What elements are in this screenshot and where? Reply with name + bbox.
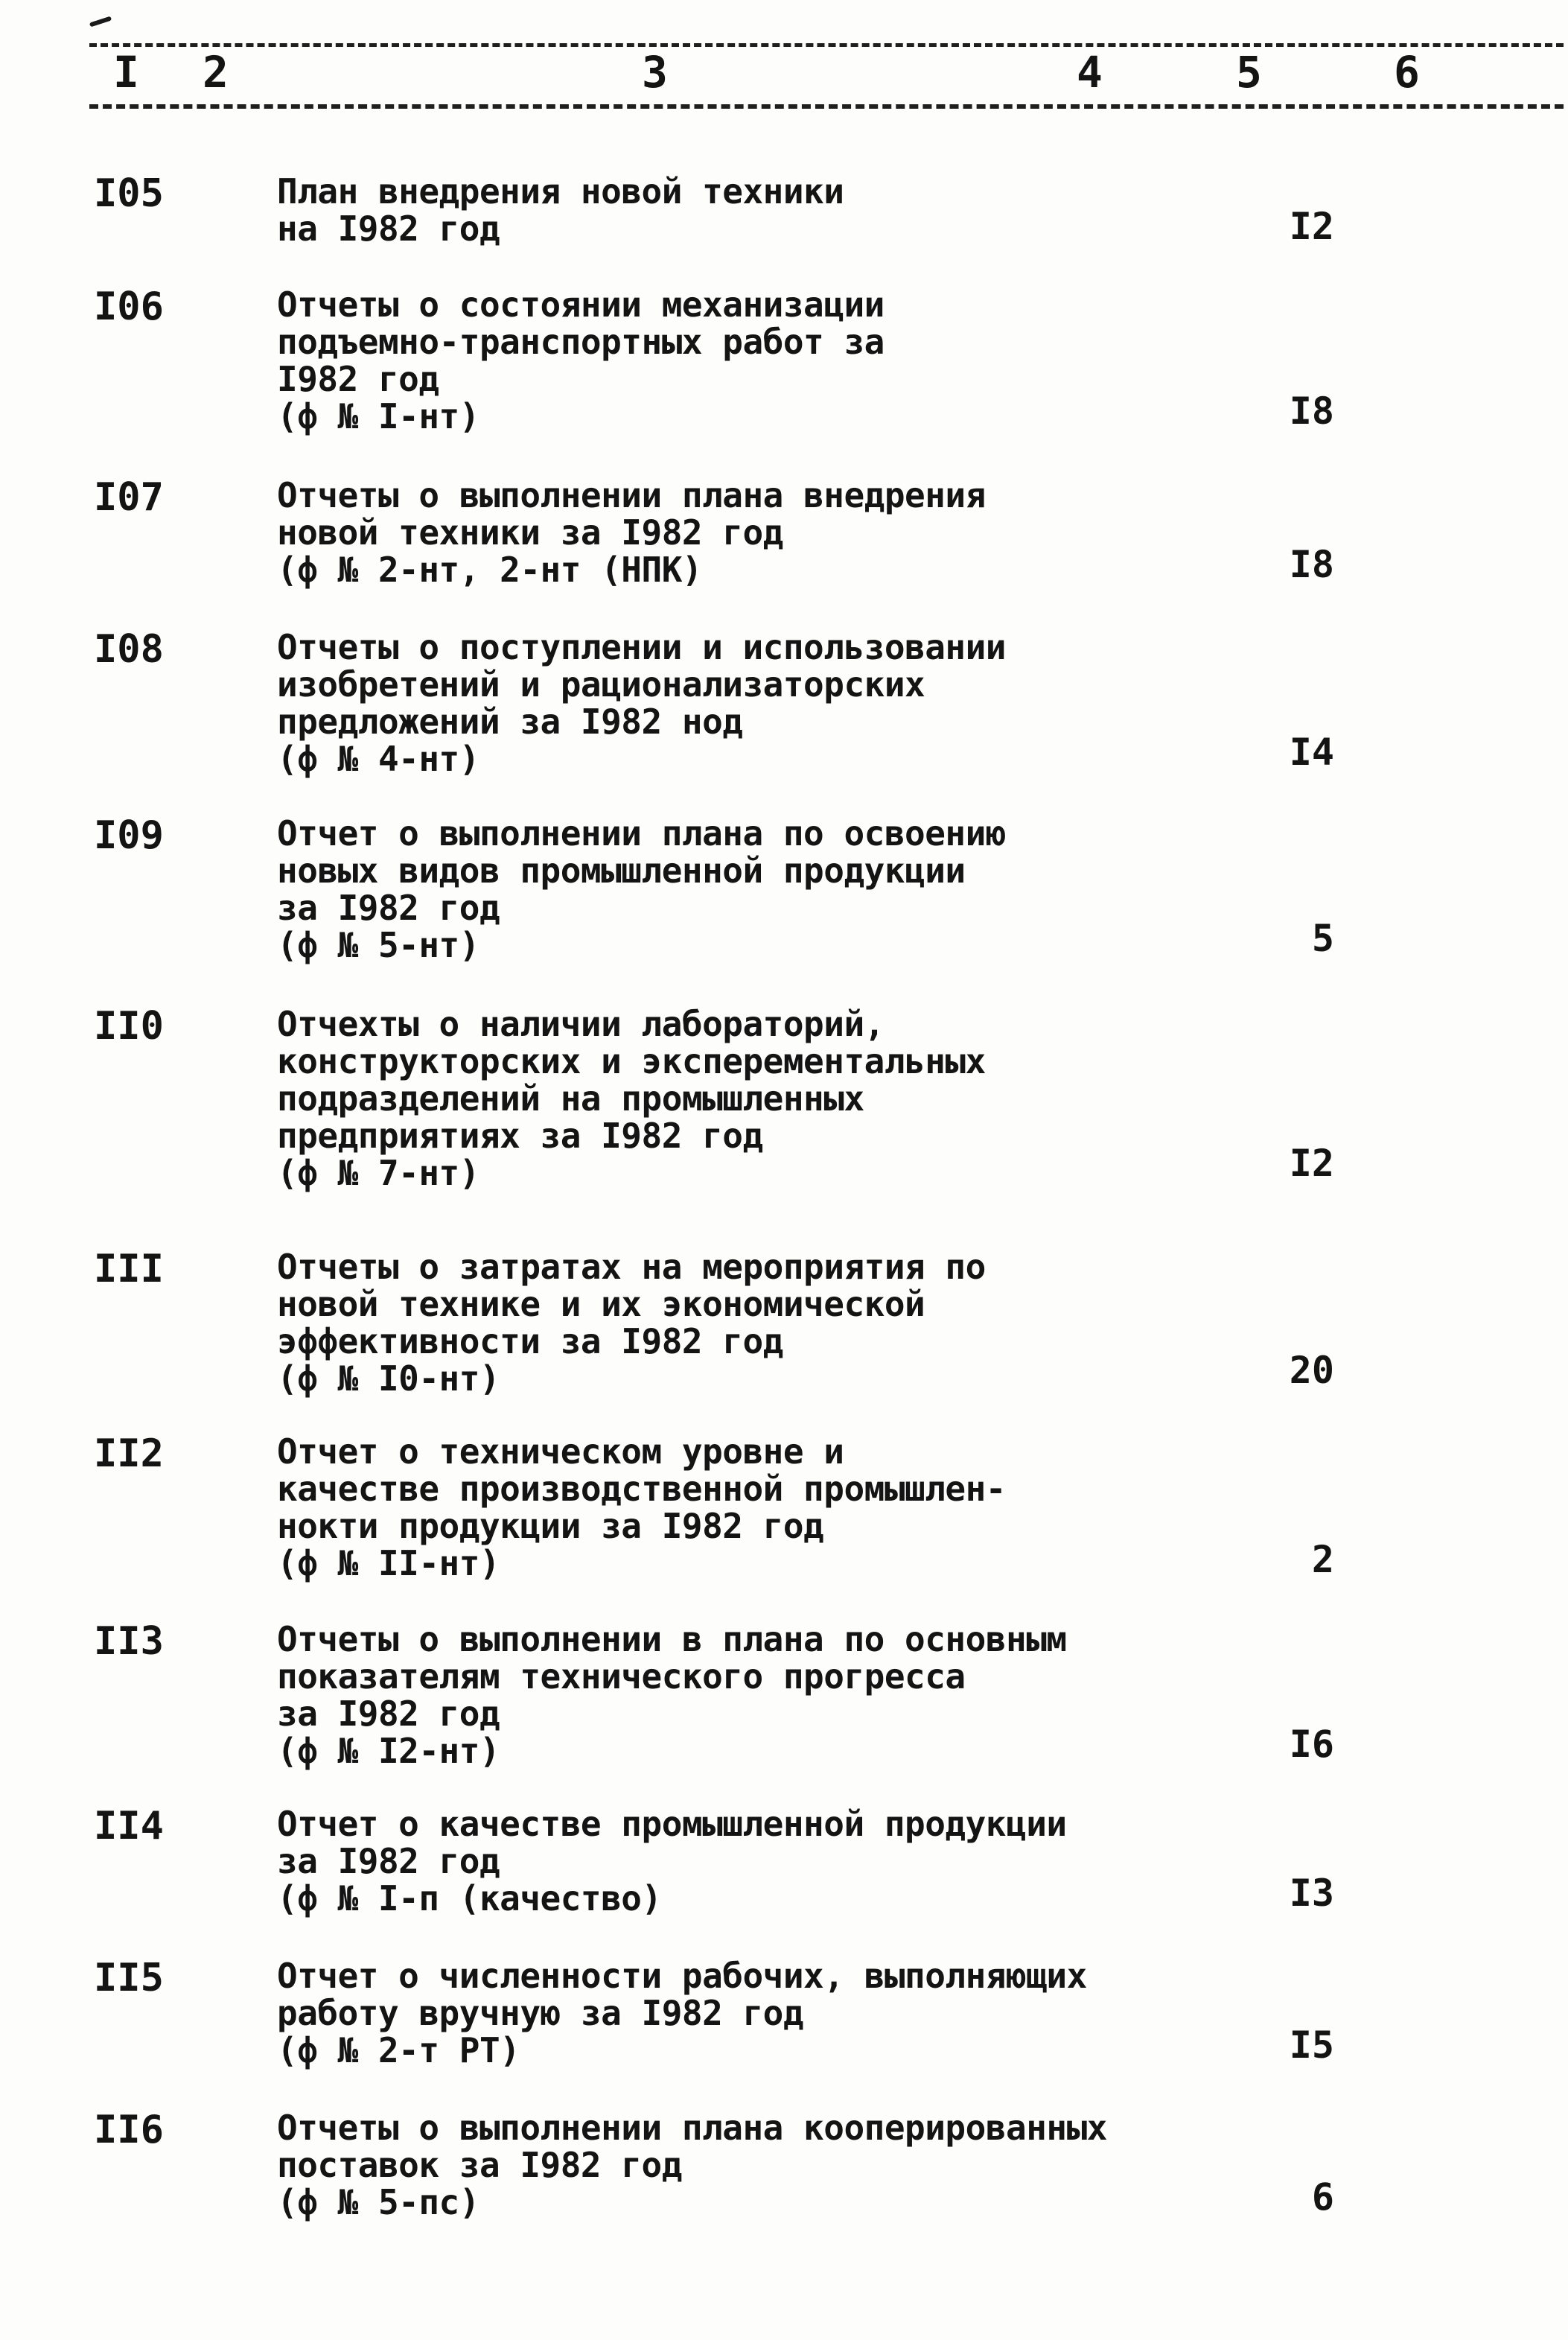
entry-count: 20 bbox=[1289, 1349, 1334, 1392]
entry-title: План внедрения новой техники на I982 год bbox=[277, 171, 844, 249]
entry-count: I8 bbox=[1289, 390, 1334, 433]
column-header-2: 2 bbox=[203, 47, 229, 98]
entry-number: III bbox=[94, 1247, 164, 1291]
header-dashed-rule bbox=[89, 104, 1564, 109]
entry-title: Отчет о численности рабочих, выполняющих работу вручную за I982 год (ф № 2-т РТ) bbox=[277, 1956, 1087, 2070]
entry-number: I07 bbox=[94, 475, 164, 520]
entry-title: Отчеты о состоянии механизации подъемно-транспортных работ за I982 год (ф № I-нт) bbox=[277, 284, 885, 436]
entry-count: I3 bbox=[1289, 1872, 1334, 1915]
entry-number: I09 bbox=[94, 813, 164, 858]
entry-count: 2 bbox=[1311, 1538, 1334, 1581]
entry-count: I8 bbox=[1289, 543, 1334, 586]
entry-title: Отчет о качестве промышленной продукции за I982 год (ф № I-п (качество) bbox=[277, 1804, 1067, 1918]
entry-number: I05 bbox=[94, 171, 164, 216]
entry-title: Отчеты о затратах на мероприятия по новой технике и их экономической эффективности за I982 год (ф № I0-нт) bbox=[277, 1247, 986, 1399]
entry-title: Отчеты о поступлении и использовании изобретений и рационализаторских предложений за I982 нод (ф № 4-нт) bbox=[277, 627, 1006, 779]
entry-title: Отчеты о выполнении плана кооперированных поставок за I982 год (ф № 5-пс) bbox=[277, 2108, 1107, 2222]
entry-number: II4 bbox=[94, 1804, 164, 1848]
column-header-3: 3 bbox=[642, 47, 668, 98]
column-header-1: I bbox=[113, 47, 139, 98]
entry-count: I4 bbox=[1289, 731, 1334, 774]
entry-count: 5 bbox=[1311, 917, 1334, 960]
column-header-5: 5 bbox=[1236, 47, 1262, 98]
column-header-4: 4 bbox=[1077, 47, 1103, 98]
entry-count: I6 bbox=[1289, 1723, 1334, 1766]
entry-number: I06 bbox=[94, 284, 164, 329]
entry-title: Отчет о выполнении плана по освоению новых видов промышленной продукции за I982 год (ф № 5-нт) bbox=[277, 813, 1006, 965]
entry-count: I2 bbox=[1289, 1142, 1334, 1185]
entry-title: Отчеты о выполнении в плана по основным показателям технического прогресса за I982 год (ф № I2-нт) bbox=[277, 1619, 1067, 1771]
pen-tick-mark bbox=[89, 16, 112, 28]
entry-count: I2 bbox=[1289, 205, 1334, 248]
entry-number: II5 bbox=[94, 1956, 164, 2000]
entry-count: I5 bbox=[1289, 2023, 1334, 2067]
entry-number: II2 bbox=[94, 1431, 164, 1476]
entry-title: Отчеxты о наличии лабораторий, конструкторских и эксперементальных подразделений на промышленных предприятиях за I982 год (ф № 7-нт) bbox=[277, 1004, 986, 1193]
entry-title: Отчеты о выполнении плана внедрения новой техники за I982 год (ф № 2-нт, 2-нт (НПК) bbox=[277, 475, 986, 590]
entry-count: 6 bbox=[1311, 2175, 1334, 2219]
top-dashed-rule bbox=[89, 43, 1564, 47]
entry-number: II6 bbox=[94, 2108, 164, 2152]
column-header-6: 6 bbox=[1394, 47, 1420, 98]
entry-number: II0 bbox=[94, 1004, 164, 1049]
entry-number: I08 bbox=[94, 627, 164, 672]
entry-title: Отчет о техническом уровне и качестве производственной промышлен- нокти продукции за I982 год (ф № II-нт) bbox=[277, 1431, 1006, 1583]
entry-number: II3 bbox=[94, 1619, 164, 1664]
